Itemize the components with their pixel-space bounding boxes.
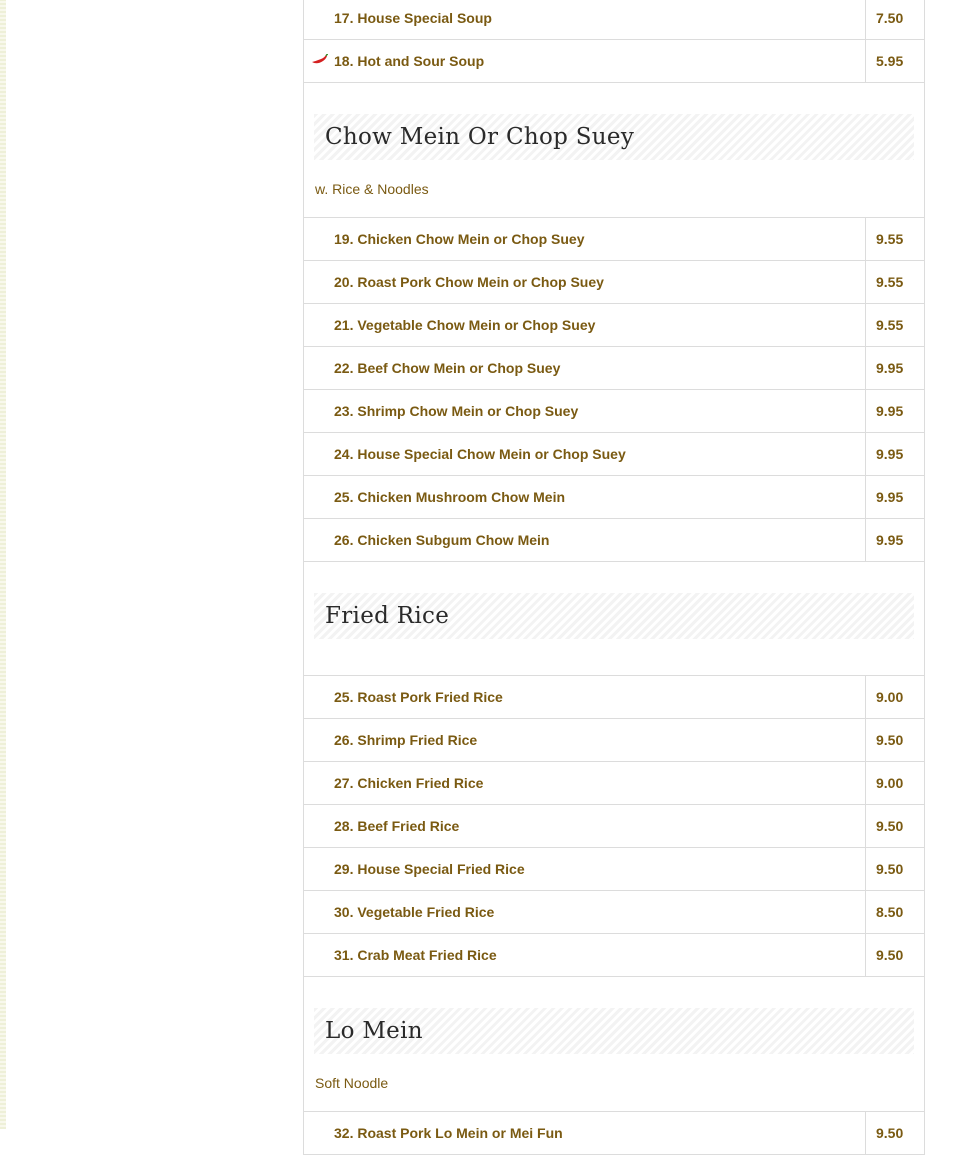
menu-item-price: 9.50 [876, 947, 904, 963]
menu-item-row[interactable] [304, 519, 924, 562]
section-title-banner [314, 593, 914, 639]
menu-item-name: 29. House Special Fried Rice [334, 861, 525, 877]
menu-item-name: 21. Vegetable Chow Mein or Chop Suey [334, 317, 596, 333]
menu-list [303, 0, 925, 1155]
menu-item-name: 20. Roast Pork Chow Mein or Chop Suey [334, 274, 604, 290]
section-title: Lo Mein [325, 1018, 423, 1044]
menu-section-header [304, 1008, 924, 1112]
menu-item-name: 26. Chicken Subgum Chow Mein [334, 532, 550, 548]
menu-item-name: 26. Shrimp Fried Rice [334, 732, 478, 748]
menu-item-name-cell [304, 762, 866, 804]
menu-item-price: 9.95 [876, 446, 904, 462]
menu-item-name: 30. Vegetable Fried Rice [334, 904, 495, 920]
menu-item-name: 18. Hot and Sour Soup [334, 53, 485, 69]
menu-item-name: 31. Crab Meat Fried Rice [334, 947, 497, 963]
section-title-banner [314, 114, 914, 160]
menu-item-name-cell [304, 476, 866, 518]
menu-item-row[interactable] [304, 433, 924, 476]
menu-item-price: 9.95 [876, 403, 904, 419]
menu-item-name-cell [304, 848, 866, 890]
menu-item-price: 9.50 [876, 818, 904, 834]
menu-item-row[interactable] [304, 304, 924, 347]
section-title-banner [314, 1008, 914, 1054]
menu-item-row[interactable] [304, 676, 924, 719]
menu-item-price: 9.95 [876, 532, 904, 548]
section-title: Chow Mein Or Chop Suey [325, 124, 635, 150]
menu-item-name-cell [304, 676, 866, 718]
menu-item-row[interactable] [304, 0, 924, 40]
menu-item-row[interactable] [304, 719, 924, 762]
menu-item-name-cell [304, 1112, 866, 1154]
menu-section-header [304, 593, 924, 676]
menu-item-name: 27. Chicken Fried Rice [334, 775, 484, 791]
menu-item-name-cell [304, 304, 866, 346]
menu-item-row[interactable] [304, 805, 924, 848]
menu-item-price: 9.55 [876, 231, 904, 247]
menu-item-name-cell [304, 347, 866, 389]
menu-item-row[interactable] [304, 848, 924, 891]
menu-item-row[interactable] [304, 390, 924, 433]
menu-item-name-cell [304, 261, 866, 303]
left-decorative-border [0, 0, 6, 1129]
menu-item-name: 19. Chicken Chow Mein or Chop Suey [334, 231, 585, 247]
menu-item-row[interactable] [304, 476, 924, 519]
menu-item-name: 28. Beef Fried Rice [334, 818, 460, 834]
menu-item-price: 9.50 [876, 1125, 904, 1141]
menu-item-price: 7.50 [876, 9, 904, 26]
section-subtitle: w. Rice & Noodles [315, 180, 429, 197]
menu-item-name-cell [304, 805, 866, 847]
menu-item-name-cell [304, 719, 866, 761]
chili-pepper-icon [311, 53, 329, 65]
menu-item-row[interactable] [304, 934, 924, 977]
menu-item-row[interactable] [304, 40, 924, 83]
menu-item-name: 25. Chicken Mushroom Chow Mein [334, 489, 566, 505]
menu-item-row[interactable] [304, 218, 924, 261]
menu-item-price: 9.00 [876, 689, 904, 705]
menu-item-name-cell [304, 891, 866, 933]
menu-item-name: 22. Beef Chow Mein or Chop Suey [334, 360, 561, 376]
menu-item-name: 23. Shrimp Chow Mein or Chop Suey [334, 403, 579, 419]
menu-item-name: 17. House Special Soup [334, 9, 492, 26]
menu-item-name-cell [304, 934, 866, 976]
menu-item-price: 5.95 [876, 53, 904, 69]
menu-item-name-cell [304, 40, 866, 82]
section-title: Fried Rice [325, 603, 450, 629]
menu-item-price: 9.95 [876, 489, 904, 505]
menu-item-name: 24. House Special Chow Mein or Chop Suey [334, 446, 626, 462]
menu-item-row[interactable] [304, 891, 924, 934]
menu-item-row[interactable] [304, 1112, 924, 1155]
menu-item-name-cell [304, 433, 866, 475]
menu-item-price: 9.95 [876, 360, 904, 376]
menu-item-row[interactable] [304, 762, 924, 805]
menu-item-row[interactable] [304, 347, 924, 390]
menu-item-price: 9.50 [876, 732, 904, 748]
menu-item-name: 25. Roast Pork Fried Rice [334, 689, 503, 705]
menu-item-name-cell [304, 0, 866, 39]
menu-item-name: 32. Roast Pork Lo Mein or Mei Fun [334, 1125, 563, 1141]
menu-item-row[interactable] [304, 261, 924, 304]
menu-item-price: 9.00 [876, 775, 904, 791]
section-subtitle [304, 639, 924, 675]
menu-section-header [304, 114, 924, 218]
menu-item-name-cell [304, 218, 866, 260]
menu-item-price: 8.50 [876, 904, 904, 920]
menu-item-name-cell [304, 390, 866, 432]
menu-item-price: 9.55 [876, 317, 904, 333]
section-subtitle: Soft Noodle [315, 1074, 389, 1091]
menu-item-price: 9.50 [876, 861, 904, 877]
menu-item-price: 9.55 [876, 274, 904, 290]
menu-item-name-cell [304, 519, 866, 561]
